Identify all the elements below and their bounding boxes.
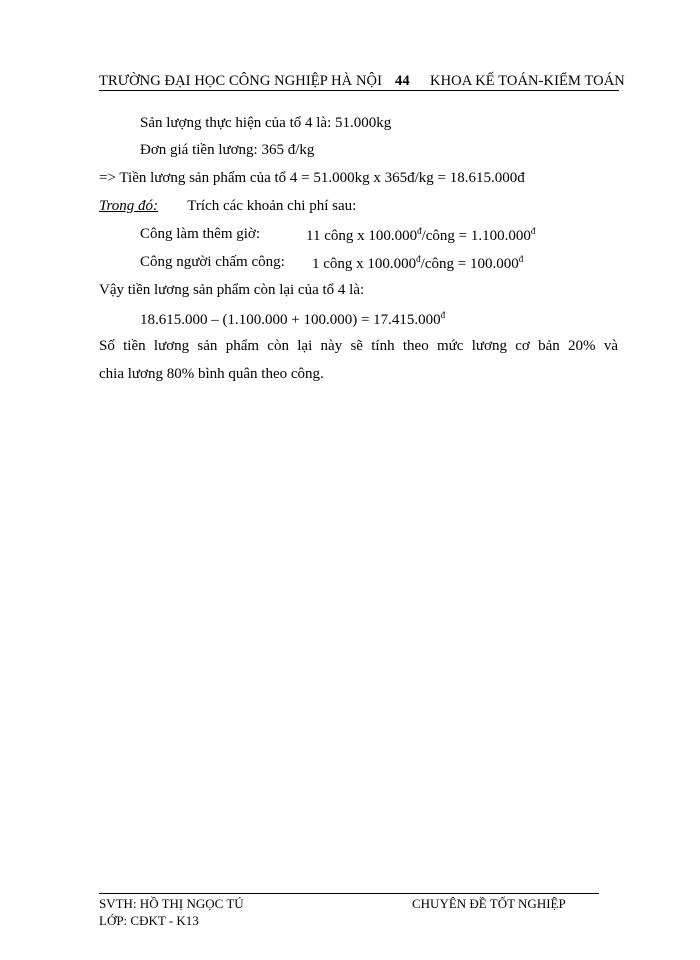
overtime-sup-a: đ [417,226,422,236]
remaining-intro: Vậy tiền lương sản phẩm còn lại của tổ 4 là: [99,282,365,298]
unit-price-line: Đơn giá tiền lương: 365 đ/kg [140,142,315,158]
remaining-sup: đ [440,310,446,320]
overtime-label: Công làm thêm giờ: [140,226,261,242]
header-school: TRƯỜNG ĐẠI HỌC CÔNG NGHIỆP HÀ NỘI [99,73,383,89]
timekeeper-sup-a: đ [416,254,421,264]
timekeeper-calc-a: 1 công x 100.000 [312,256,417,272]
remaining-calc [140,310,445,329]
trong-do-text: Trích các khoản chi phí sau: [187,198,357,214]
timekeeper-sup-b: đ [518,254,524,264]
timekeeper-calc [312,254,523,273]
overtime-calc-a: 11 công x 100.000 [306,228,418,244]
timekeeper-calc-b: /công = 100.000 [420,256,519,272]
footer-class: LỚP: CĐKT - K13 [99,913,199,928]
header-faculty: KHOA KẾ TOÁN-KIỂM TOÁN [430,73,625,89]
output-line: Sản lượng thực hiện của tổ 4 là: 51.000kg [140,115,392,131]
footer-student: SVTH: HỒ THỊ NGỌC TÚ [99,896,244,911]
trong-do-row [99,198,356,215]
total-wage-line: => Tiền lương sản phẩm của tổ 4 = 51.000kg x 365đ/kg = 18.615.000đ [99,170,525,186]
header-rule [99,90,619,91]
trong-do-label: Trong đó: [99,198,159,214]
remaining-calc-text: 18.615.000 – (1.100.000 + 100.000) = 17.415.000 [140,312,441,328]
overtime-sup-b: đ [530,226,536,236]
footer-thesis: CHUYÊN ĐỀ TỐT NGHIỆP [412,896,566,911]
footer-rule [99,893,599,894]
paragraph-line-2: chia lương 80% bình quân theo công. [99,366,324,382]
paragraph-line-1: Số tiền lương sản phẩm còn lại này sẽ tính theo mức lương cơ bản 20% và [99,338,618,354]
overtime-calc [306,226,535,245]
timekeeper-label: Công người chấm công: [140,254,285,270]
overtime-calc-b: /công = 1.100.000 [421,228,531,244]
header-page-number: 44 [395,73,410,89]
